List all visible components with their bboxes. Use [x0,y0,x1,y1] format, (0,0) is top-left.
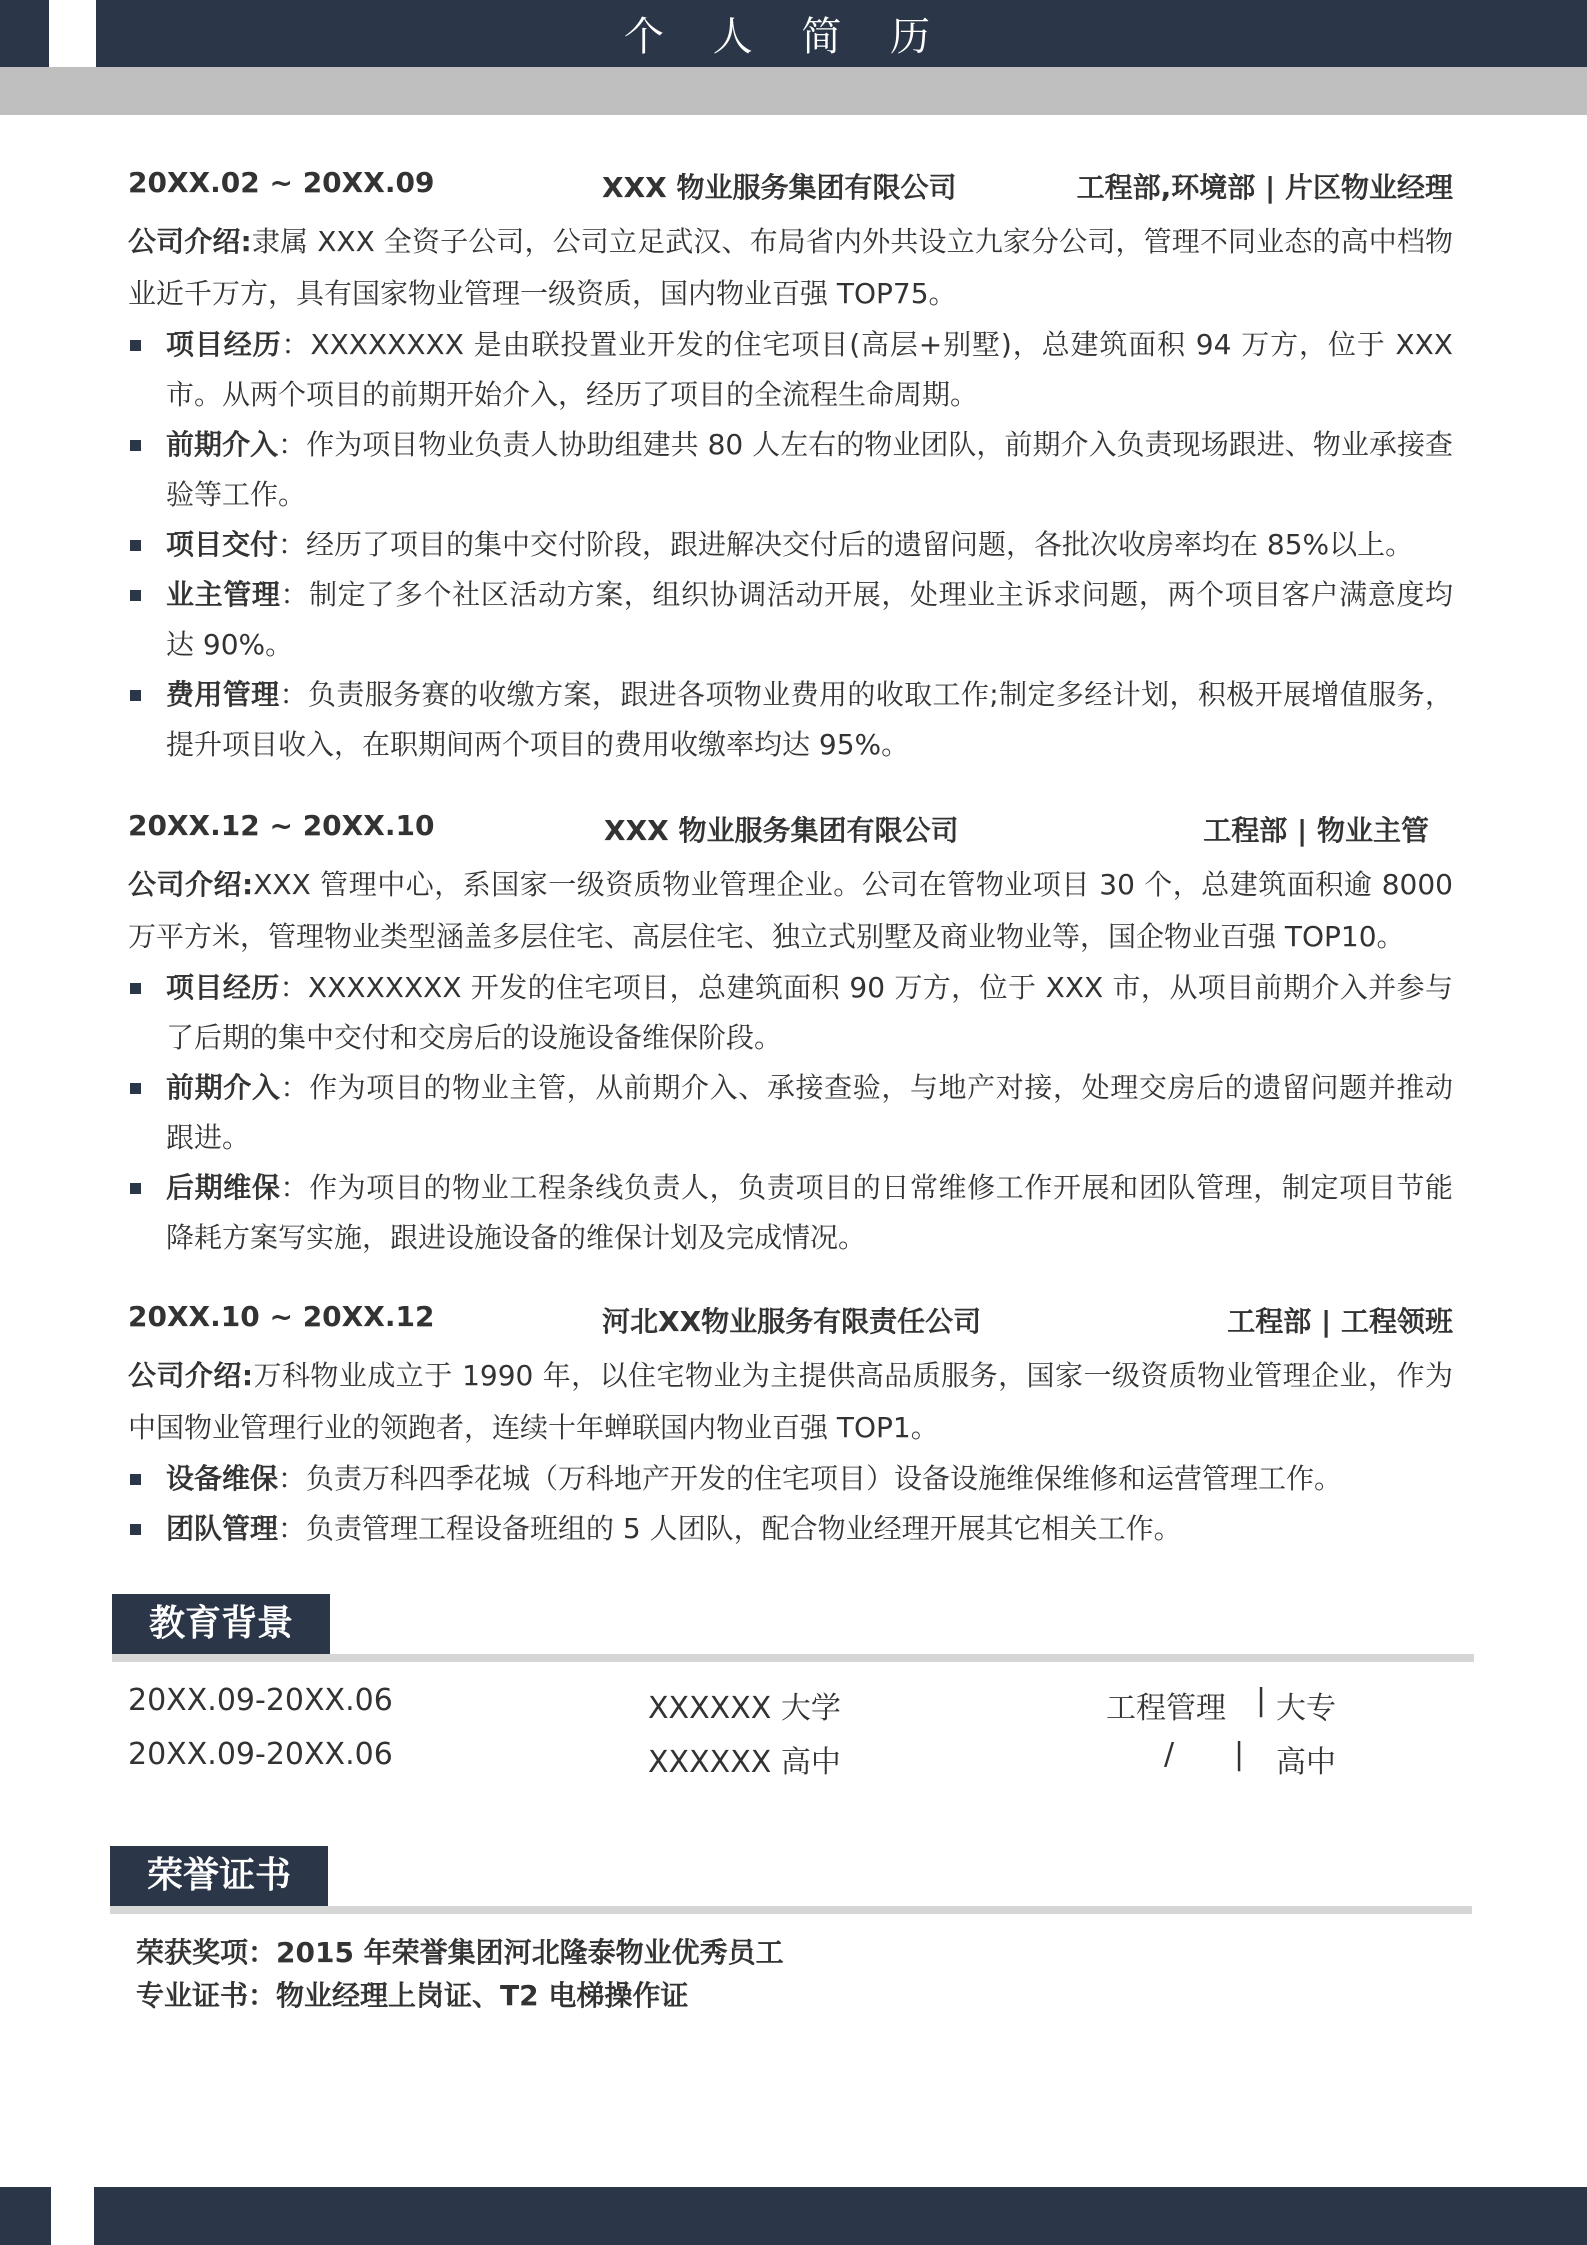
experience-role: 工程部 | 工程领班 [1227,1305,1453,1338]
header-accent-block [0,0,49,67]
list-item: 前期介入：作为项目物业负责人协助组建共 80 人左右的物业团队，前期介入负责现场跟进、物业承接查验等工作。 [128,420,1453,520]
company-intro-label: 公司介绍: [128,225,252,258]
experience-entry-2 [128,809,1453,1263]
experience-entry-1 [128,166,1453,770]
education-major: 工程管理 [1106,1691,1226,1726]
footer-bar [94,2187,1587,2245]
company-intro-text: 隶属 XXX 全资子公司，公司立足武汉、布局省内外共设立九家分公司，管理不同业态的高中档物业近千万方，具有国家物业管理一级资质，国内物业百强 TOP75。 [128,225,1453,310]
experience-period: 20XX.10 ~ 20XX.12 [128,1300,435,1333]
experience-entry-3 [128,1300,1453,1554]
education-degree: 高中 [1276,1745,1336,1780]
experience-bullets [128,963,1453,1263]
honors-divider [110,1906,1472,1914]
experience-company: 河北XX物业服务有限责任公司 [602,1305,982,1338]
experience-company: XXX 物业服务集团有限公司 [604,814,959,847]
list-item: 设备维保：负责万科四季花城（万科地产开发的住宅项目）设备设施维保维修和运营管理工作。 [128,1454,1453,1504]
header-gray-band [0,67,1587,115]
company-intro [128,859,1453,963]
company-intro-text: 万科物业成立于 1990 年，以住宅物业为主提供高品质服务，国家一级资质物业管理企业，作为中国物业管理行业的领跑者，连续十年蝉联国内物业百强 TOP1。 [128,1359,1453,1444]
company-intro [128,216,1453,320]
table-row [128,1737,1336,1787]
company-intro [128,1350,1453,1454]
education-school: XXXXXX 高中 [648,1745,841,1780]
company-intro-label: 公司介绍: [128,868,254,901]
education-degree: 大专 [1276,1691,1336,1726]
honors-section-title: 荣誉证书 [110,1846,328,1906]
list-item: 后期维保：作为项目的物业工程条线负责人，负责项目的日常维修工作开展和团队管理，制定项目节能降耗方案写实施，跟进设施设备的维保计划及完成情况。 [128,1163,1453,1263]
experience-bullets [128,320,1453,770]
footer-accent-block [0,2187,51,2245]
list-item: 团队管理：负责管理工程设备班组的 5 人团队，配合物业经理开展其它相关工作。 [128,1504,1453,1554]
list-item: 项目经历：XXXXXXXX 开发的住宅项目，总建筑面积 90 万方，位于 XXX 市，从项目前期介入并参与了后期的集中交付和交房后的设施设备维保阶段。 [128,963,1453,1063]
education-separator: | [1256,1683,1267,1718]
experience-role: 工程部,环境部 | 片区物业经理 [1076,171,1453,204]
education-divider [112,1654,1474,1662]
education-period: 20XX.09-20XX.06 [128,1737,393,1772]
education-period: 20XX.09-20XX.06 [128,1683,393,1718]
education-major: / [1164,1737,1175,1772]
experience-header [128,1300,1453,1344]
list-item: 项目经历：XXXXXXXX 是由联投置业开发的住宅项目(高层+别墅)，总建筑面积 94 万方，位于 XXX 市。从两个项目的前期开始介入，经历了项目的全流程生命周期。 [128,320,1453,420]
experience-period: 20XX.12 ~ 20XX.10 [128,809,435,842]
page-title: 个 人 简 历 [623,14,949,60]
experience-period: 20XX.02 ~ 20XX.09 [128,166,435,199]
list-item: 业主管理：制定了多个社区活动方案，组织协调活动开展，处理业主诉求问题，两个项目客户满意度均达 90%。 [128,570,1453,670]
company-intro-label: 公司介绍: [128,1359,254,1392]
list-item: 费用管理：负责服务赛的收缴方案，跟进各项物业费用的收取工作;制定多经计划，积极开展增值服务，提升项目收入，在职期间两个项目的费用收缴率均达 95%。 [128,670,1453,770]
education-school: XXXXXX 大学 [648,1691,841,1726]
education-separator: | [1234,1737,1245,1772]
table-row [128,1683,1336,1733]
experience-header [128,166,1453,210]
list-item: 项目交付：经历了项目的集中交付阶段，跟进解决交付后的遗留问题，各批次收房率均在 85%以上。 [128,520,1453,570]
experience-role: 工程部 | 物业主管 [1203,814,1429,847]
experience-bullets [128,1454,1453,1554]
honor-certificate: 专业证书：物业经理上岗证、T2 电梯操作证 [136,1979,689,2012]
education-section-title: 教育背景 [112,1594,330,1654]
experience-company: XXX 物业服务集团有限公司 [602,171,957,204]
list-item: 前期介入：作为项目的物业主管，从前期介入、承接查验，与地产对接，处理交房后的遗留问题并推动跟进。 [128,1063,1453,1163]
company-intro-text: XXX 管理中心，系国家一级资质物业管理企业。公司在管物业项目 30 个，总建筑面积逾 8000 万平方米，管理物业类型涵盖多层住宅、高层住宅、独立式别墅及商业物业等，国企物业百强 TOP10。 [128,868,1453,953]
honor-award: 荣获奖项：2015 年荣誉集团河北隆泰物业优秀员工 [136,1936,784,1969]
experience-header [128,809,1453,853]
